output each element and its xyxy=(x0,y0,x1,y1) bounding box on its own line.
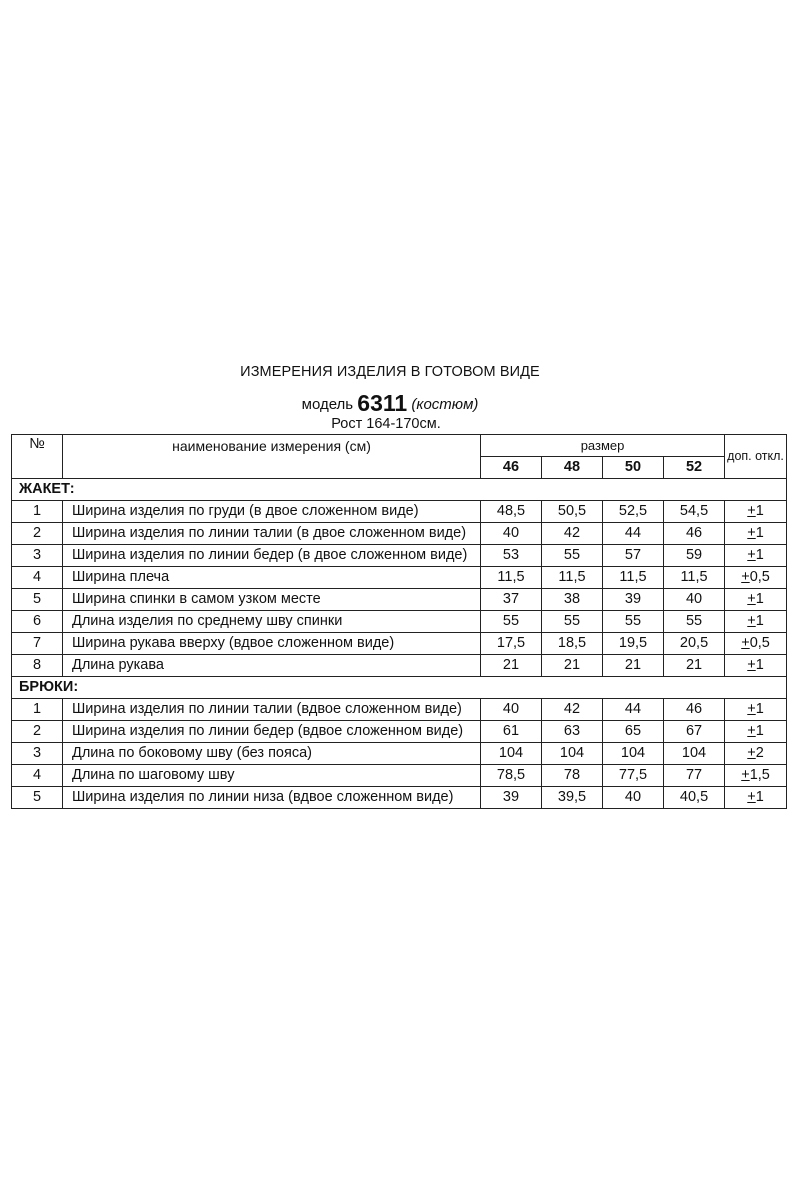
size-value-52: 77 xyxy=(664,765,725,787)
size-value-48: 55 xyxy=(542,611,603,633)
size-value-46: 40 xyxy=(481,699,542,721)
measurement-name: Ширина изделия по линии низа (вдвое сложенном виде) xyxy=(63,787,481,809)
size-value-46: 11,5 xyxy=(481,567,542,589)
size-50-header: 50 xyxy=(603,457,664,479)
size-value-50: 55 xyxy=(603,611,664,633)
size-value-46: 39 xyxy=(481,787,542,809)
tolerance-cell xyxy=(725,699,787,721)
size-value-48: 21 xyxy=(542,655,603,677)
size-value-46: 104 xyxy=(481,743,542,765)
size-value-48: 63 xyxy=(542,721,603,743)
row-number: 5 xyxy=(12,787,63,809)
size-value-52: 104 xyxy=(664,743,725,765)
row-number: 7 xyxy=(12,633,63,655)
tolerance-number: 1 xyxy=(755,547,764,563)
measurement-name: Длина изделия по среднему шву спинки xyxy=(63,611,481,633)
plus-minus-sign: + xyxy=(747,657,756,673)
tolerance-number: 1 xyxy=(755,591,764,607)
model-number: 6311 xyxy=(357,390,408,416)
tolerance-value xyxy=(747,700,764,719)
size-value-50: 57 xyxy=(603,545,664,567)
row-number: 3 xyxy=(12,545,63,567)
size-value-52: 46 xyxy=(664,523,725,545)
tolerance-cell xyxy=(725,567,787,589)
table-row xyxy=(12,589,787,611)
size-value-48: 104 xyxy=(542,743,603,765)
size-value-46: 17,5 xyxy=(481,633,542,655)
size-value-50: 104 xyxy=(603,743,664,765)
table-row xyxy=(12,699,787,721)
tolerance-number: 1 xyxy=(755,723,764,739)
row-number: 3 xyxy=(12,743,63,765)
model-line xyxy=(0,390,790,417)
size-value-50: 52,5 xyxy=(603,501,664,523)
measurement-name: Ширина рукава вверху (вдвое сложенном виде) xyxy=(63,633,481,655)
section-row xyxy=(12,479,787,501)
size-46-header: 46 xyxy=(481,457,542,479)
row-number: 1 xyxy=(12,699,63,721)
row-number: 4 xyxy=(12,765,63,787)
plus-minus-sign: + xyxy=(747,723,756,739)
size-value-52: 20,5 xyxy=(664,633,725,655)
size-value-50: 11,5 xyxy=(603,567,664,589)
measurement-name: Длина по боковому шву (без пояса) xyxy=(63,743,481,765)
table-row xyxy=(12,523,787,545)
row-number: 1 xyxy=(12,501,63,523)
tolerance-number: 1 xyxy=(755,701,764,717)
tolerance-number: 1 xyxy=(755,789,764,805)
plus-minus-sign: + xyxy=(741,635,750,651)
table-row xyxy=(12,611,787,633)
size-value-50: 44 xyxy=(603,699,664,721)
measurement-name: Ширина изделия по груди (в двое сложенном виде) xyxy=(63,501,481,523)
column-header-name: наименование измерения (см) xyxy=(63,435,481,479)
row-number: 2 xyxy=(12,721,63,743)
column-header-size: размер xyxy=(481,435,725,457)
tolerance-number: 2 xyxy=(755,745,764,761)
tolerance-value xyxy=(741,568,770,587)
size-48-header: 48 xyxy=(542,457,603,479)
size-value-46: 78,5 xyxy=(481,765,542,787)
tolerance-cell xyxy=(725,501,787,523)
size-52-header: 52 xyxy=(664,457,725,479)
section-title: ЖАКЕТ: xyxy=(12,479,787,501)
plus-minus-sign: + xyxy=(747,789,756,805)
plus-minus-sign: + xyxy=(747,591,756,607)
size-value-48: 55 xyxy=(542,545,603,567)
tolerance-cell xyxy=(725,765,787,787)
size-value-50: 77,5 xyxy=(603,765,664,787)
size-value-46: 21 xyxy=(481,655,542,677)
tolerance-cell xyxy=(725,743,787,765)
table-row xyxy=(12,721,787,743)
size-value-52: 40,5 xyxy=(664,787,725,809)
measurement-name: Ширина изделия по линии бедер (вдвое сложенном виде) xyxy=(63,721,481,743)
size-value-48: 42 xyxy=(542,523,603,545)
size-value-46: 55 xyxy=(481,611,542,633)
tolerance-number: 0,5 xyxy=(749,635,770,651)
measurement-name: Длина по шаговому шву xyxy=(63,765,481,787)
document-title: ИЗМЕРЕНИЯ ИЗДЕЛИЯ В ГОТОВОМ ВИДЕ xyxy=(240,364,540,380)
size-value-52: 46 xyxy=(664,699,725,721)
plus-minus-sign: + xyxy=(741,767,750,783)
measurement-name: Ширина плеча xyxy=(63,567,481,589)
table-row xyxy=(12,633,787,655)
size-value-50: 39 xyxy=(603,589,664,611)
tolerance-cell xyxy=(725,721,787,743)
tolerance-number: 1 xyxy=(755,525,764,541)
size-value-52: 59 xyxy=(664,545,725,567)
size-value-48: 50,5 xyxy=(542,501,603,523)
plus-minus-sign: + xyxy=(747,613,756,629)
tolerance-number: 0,5 xyxy=(749,569,770,585)
table-body xyxy=(12,435,787,809)
column-header-tolerance: доп. откл. xyxy=(725,435,787,479)
size-value-48: 38 xyxy=(542,589,603,611)
column-header-number: № xyxy=(12,435,63,479)
row-number: 4 xyxy=(12,567,63,589)
size-value-50: 19,5 xyxy=(603,633,664,655)
size-value-46: 48,5 xyxy=(481,501,542,523)
tolerance-cell xyxy=(725,787,787,809)
size-value-46: 40 xyxy=(481,523,542,545)
size-value-50: 40 xyxy=(603,787,664,809)
section-title: БРЮКИ: xyxy=(12,677,787,699)
tolerance-value xyxy=(741,766,770,785)
table-row xyxy=(12,545,787,567)
table-row xyxy=(12,567,787,589)
size-value-52: 54,5 xyxy=(664,501,725,523)
tolerance-cell xyxy=(725,655,787,677)
size-value-52: 11,5 xyxy=(664,567,725,589)
size-value-52: 40 xyxy=(664,589,725,611)
measurement-name: Длина рукава xyxy=(63,655,481,677)
tolerance-value xyxy=(747,590,764,609)
size-value-48: 78 xyxy=(542,765,603,787)
tolerance-cell xyxy=(725,611,787,633)
tolerance-value xyxy=(747,656,764,675)
size-value-46: 37 xyxy=(481,589,542,611)
tolerance-number: 1,5 xyxy=(749,767,770,783)
plus-minus-sign: + xyxy=(747,525,756,541)
table-row xyxy=(12,765,787,787)
plus-minus-sign: + xyxy=(747,701,756,717)
tolerance-number: 1 xyxy=(755,613,764,629)
row-number: 8 xyxy=(12,655,63,677)
table-row xyxy=(12,655,787,677)
tolerance-value xyxy=(747,722,764,741)
size-value-48: 18,5 xyxy=(542,633,603,655)
tolerance-number: 1 xyxy=(755,657,764,673)
size-value-50: 65 xyxy=(603,721,664,743)
tolerance-cell xyxy=(725,589,787,611)
row-number: 6 xyxy=(12,611,63,633)
plus-minus-sign: + xyxy=(741,569,750,585)
tolerance-value xyxy=(747,744,764,763)
table-row xyxy=(12,743,787,765)
size-value-48: 39,5 xyxy=(542,787,603,809)
tolerance-value xyxy=(741,634,770,653)
height-range: Рост 164-170см. xyxy=(331,416,441,432)
measurement-name: Ширина изделия по линии бедер (в двое сложенном виде) xyxy=(63,545,481,567)
size-value-52: 55 xyxy=(664,611,725,633)
tolerance-number: 1 xyxy=(755,503,764,519)
row-number: 5 xyxy=(12,589,63,611)
size-value-46: 53 xyxy=(481,545,542,567)
measurements-table xyxy=(11,434,787,809)
tolerance-value xyxy=(747,524,764,543)
size-value-52: 67 xyxy=(664,721,725,743)
section-row xyxy=(12,677,787,699)
size-value-52: 21 xyxy=(664,655,725,677)
tolerance-cell xyxy=(725,523,787,545)
plus-minus-sign: + xyxy=(747,547,756,563)
size-value-46: 61 xyxy=(481,721,542,743)
row-number: 2 xyxy=(12,523,63,545)
size-value-48: 11,5 xyxy=(542,567,603,589)
model-label: модель xyxy=(301,396,354,413)
tolerance-cell xyxy=(725,633,787,655)
tolerance-value xyxy=(747,612,764,631)
table-row xyxy=(12,787,787,809)
plus-minus-sign: + xyxy=(747,503,756,519)
tolerance-value xyxy=(747,788,764,807)
tolerance-cell xyxy=(725,545,787,567)
tolerance-value xyxy=(747,502,764,521)
table-row xyxy=(12,501,787,523)
plus-minus-sign: + xyxy=(747,745,756,761)
header-row-top xyxy=(12,435,787,457)
size-value-48: 42 xyxy=(542,699,603,721)
measurement-name: Ширина спинки в самом узком месте xyxy=(63,589,481,611)
size-value-50: 44 xyxy=(603,523,664,545)
size-value-50: 21 xyxy=(603,655,664,677)
measurement-name: Ширина изделия по линии талии (в двое сложенном виде) xyxy=(63,523,481,545)
tolerance-value xyxy=(747,546,764,565)
measurement-name: Ширина изделия по линии талии (вдвое сложенном виде) xyxy=(63,699,481,721)
model-kind: (костюм) xyxy=(411,396,479,413)
